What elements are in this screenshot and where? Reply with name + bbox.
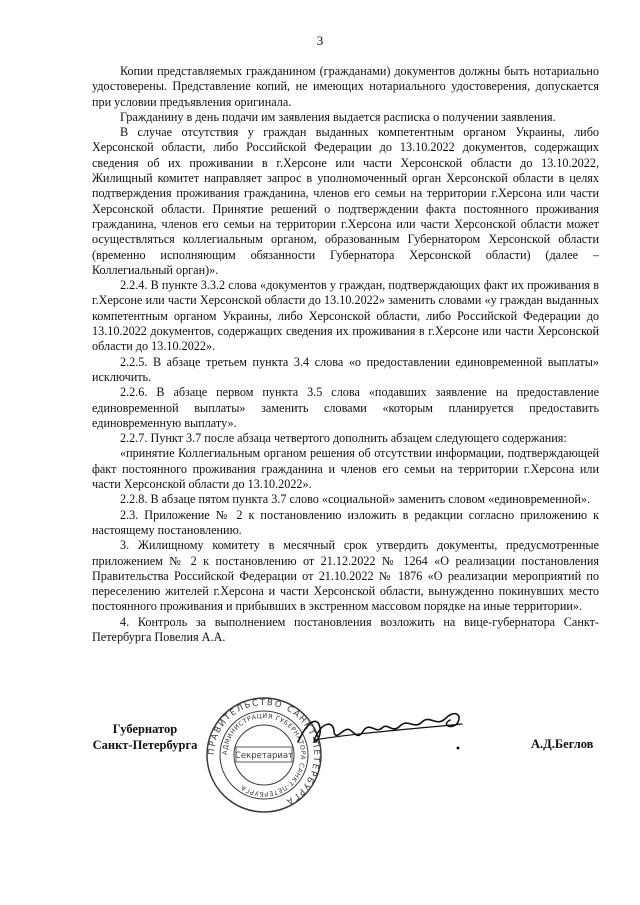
paragraph: 4. Контроль за выполнением постановления возложить на вице-губернатора Санкт-Петербурга Повелия А.А. [92,614,599,644]
signatory-name: А.Д.Беглов [531,737,594,751]
paragraph: 2.2.6. В абзаце первом пункта 3.5 слова «подавших заявление на предоставление единовременной выплаты» заменить словами «которым планируется предоставить единовременную выплату». [92,385,599,430]
signatory-title [89,722,201,753]
paragraph: Гражданину в день подачи им заявления выдается расписка о получении заявления. [120,109,556,124]
paragraph: 2.2.8. В абзаце пятом пункта 3.7 слово «социальной» заменить словом «единовременной». [120,492,591,507]
paragraph: В случае отсутствия у граждан выданных компетентным органом Украины, либо Херсонской области, либо Российской Федерации до 13.10.2022 документов, содержащих сведения об их проживании в г.Херсоне или части Херсонской области до 13.10.2022, Жилищный комитет направляет запрос в уполномоченный орган Херсонской области в целях подтверждения проживания гражданина, членов его семьи на территории г.Херсона или части Херсонской области. Принятие решений о подтверждении факта постоянного проживания гражданина, членов его семьи на территории г.Херсона или части Херсонской области может осуществляться коллегиальным органом, образованным Губернатором Херсонской области (временно исполняющим обязанности Губернатора Херсонской области) (далее – Коллегиальный орган)». [92,125,599,277]
page-number: 3 [316,33,324,48]
document-body [92,64,599,645]
paragraph: 2.2.4. В пункте 3.3.2 слова «документов у граждан, подтверждающих факт их проживания в г.Херсоне или части Херсонской области до 13.10.2022» заменить словами «у граждан выданных компетентным органом Украины, либо Херсонской области, либо Российской Федерации до 13.10.2022 документов, содержащих сведения их проживания в г.Херсоне или части Херсонской области до 13.10.2022». [92,278,599,354]
paragraph: 3. Жилищному комитету в месячный срок утвердить документы, предусмотренные приложением № 2 к постановлению от 21.12.2022 № 1264 «О реализации постановления Правительства Российской Федерации от 21.10.2022 № 1876 «О реализации мероприятий по переселению жителей г.Херсона и части Херсонской области, вынужденно покинувших место постоянного проживания и прибывших в экстренном массовом порядке на иные территории». [92,538,599,614]
seal-inner-text: АДМИНИСТРАЦИЯ ГУБЕРНАТОРА САНКТ-ПЕТЕРБУРГА [220,711,308,799]
signatory-title-line2: Санкт-Петербурга [92,737,198,752]
seal-outer-text: ПРАВИТЕЛЬСТВО САНКТ-ПЕТЕРБУРГА [206,697,322,807]
handwritten-signature [290,700,480,760]
paragraph: Копии представляемых гражданином (гражданами) документов должны быть нотариально удостоверены. Представление копий, не имеющих нотариального удостоверения, допускается при условии предъявления оригинала. [92,64,599,109]
seal-center-text: Секретариат [234,751,294,761]
signatory-title-line1: Губернатор [112,722,178,736]
paragraph: 2.2.7. Пункт 3.7 после абзаца четвертого дополнить абзацем следующего содержания: [120,431,567,446]
paragraph: 2.2.5. В абзаце третьем пункта 3.4 слова «о предоставлении единовременной выплаты» исключить. [92,354,599,384]
paragraph: «принятие Коллегиальным органом решения об отсутствии информации, подтверждающей факт постоянного проживания гражданина и членов его семьи на территории г.Херсона или части Херсонской области до 13.10.2022». [92,446,599,492]
paragraph: 2.3. Приложение № 2 к постановлению изложить в редакции согласно приложению к настоящему постановлению. [92,507,599,537]
